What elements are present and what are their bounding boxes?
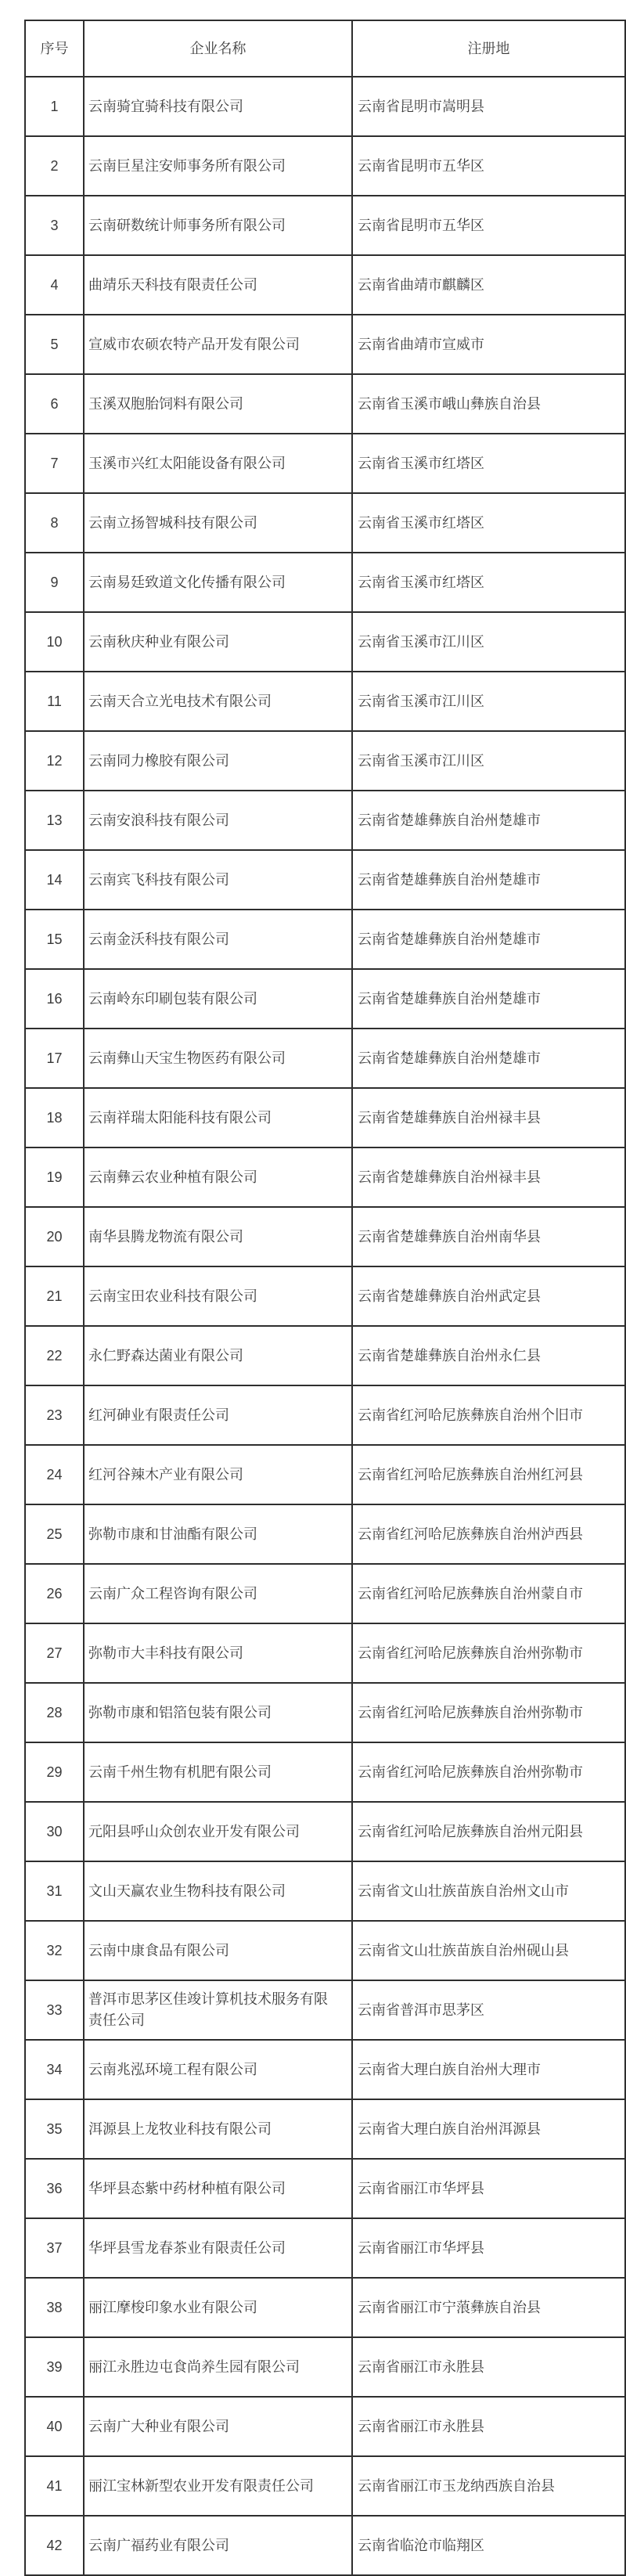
- table-row: [25, 2218, 625, 2278]
- header-serial-number: 序号: [25, 20, 84, 77]
- serial-number-cell: 1: [25, 77, 84, 136]
- company-name-cell: 云南岭东印刷包装有限公司: [84, 969, 352, 1029]
- registration-place-cell: 云南省楚雄彝族自治州禄丰县: [352, 1147, 625, 1207]
- company-name-cell: 红河谷辣木产业有限公司: [84, 1445, 352, 1504]
- serial-number-cell: 28: [25, 1683, 84, 1742]
- table-row: [25, 315, 625, 374]
- table-header: [25, 20, 625, 77]
- serial-number-cell: 5: [25, 315, 84, 374]
- table-row: [25, 553, 625, 612]
- company-name-cell: 云南骑宜骑科技有限公司: [84, 77, 352, 136]
- header-registration-place: 注册地: [352, 20, 625, 77]
- company-name-cell: 玉溪双胞胎饲料有限公司: [84, 374, 352, 434]
- registration-place-cell: 云南省楚雄彝族自治州禄丰县: [352, 1088, 625, 1147]
- company-name-cell: 云南立扬智城科技有限公司: [84, 493, 352, 553]
- table-row: [25, 791, 625, 850]
- registration-place-cell: 云南省丽江市玉龙纳西族自治县: [352, 2456, 625, 2516]
- company-name-cell: 云南宝田农业科技有限公司: [84, 1266, 352, 1326]
- table-row: [25, 2397, 625, 2456]
- table-row: [25, 1266, 625, 1326]
- company-name-cell: 弥勒市康和铝箔包装有限公司: [84, 1683, 352, 1742]
- serial-number-cell: 9: [25, 553, 84, 612]
- serial-number-cell: 3: [25, 196, 84, 255]
- header-company-name: 企业名称: [84, 20, 352, 77]
- company-name-cell: 华坪县雪龙春茶业有限责任公司: [84, 2218, 352, 2278]
- serial-number-cell: 4: [25, 255, 84, 315]
- table-row: [25, 969, 625, 1029]
- table-row: [25, 1861, 625, 1921]
- table-body: [25, 77, 625, 2575]
- serial-number-cell: 29: [25, 1742, 84, 1802]
- company-name-cell: 云南彝山天宝生物医药有限公司: [84, 1029, 352, 1088]
- registration-place-cell: 云南省玉溪市峨山彝族自治县: [352, 374, 625, 434]
- company-name-cell: 云南广众工程咨询有限公司: [84, 1564, 352, 1623]
- registration-place-cell: 云南省玉溪市红塔区: [352, 434, 625, 493]
- registration-place-cell: 云南省玉溪市江川区: [352, 672, 625, 731]
- registration-place-cell: 云南省玉溪市红塔区: [352, 493, 625, 553]
- serial-number-cell: 19: [25, 1147, 84, 1207]
- serial-number-cell: 31: [25, 1861, 84, 1921]
- serial-number-cell: 32: [25, 1921, 84, 1980]
- registration-place-cell: 云南省楚雄彝族自治州楚雄市: [352, 791, 625, 850]
- company-name-cell: 云南中康食品有限公司: [84, 1921, 352, 1980]
- company-name-cell: 云南千州生物有机肥有限公司: [84, 1742, 352, 1802]
- serial-number-cell: 27: [25, 1623, 84, 1683]
- registration-place-cell: 云南省昆明市五华区: [352, 136, 625, 196]
- table-row: [25, 1683, 625, 1742]
- table-row: [25, 1029, 625, 1088]
- serial-number-cell: 37: [25, 2218, 84, 2278]
- registration-place-cell: 云南省楚雄彝族自治州楚雄市: [352, 910, 625, 969]
- table-row: [25, 1564, 625, 1623]
- company-name-cell: 云南同力橡胶有限公司: [84, 731, 352, 791]
- serial-number-cell: 21: [25, 1266, 84, 1326]
- registration-place-cell: 云南省楚雄彝族自治州永仁县: [352, 1326, 625, 1385]
- company-name-cell: 云南彝云农业种植有限公司: [84, 1147, 352, 1207]
- company-name-cell: 华坪县态紫中药材种植有限公司: [84, 2159, 352, 2218]
- table-row: [25, 1504, 625, 1564]
- company-name-cell: 丽江宝林新型农业开发有限责任公司: [84, 2456, 352, 2516]
- registration-place-cell: 云南省红河哈尼族彝族自治州个旧市: [352, 1385, 625, 1445]
- table-row: [25, 731, 625, 791]
- company-name-cell: 云南宾飞科技有限公司: [84, 850, 352, 910]
- serial-number-cell: 17: [25, 1029, 84, 1088]
- registration-place-cell: 云南省红河哈尼族彝族自治州弥勒市: [352, 1742, 625, 1802]
- table-row: [25, 1326, 625, 1385]
- table-row: [25, 136, 625, 196]
- company-name-cell: 洱源县上龙牧业科技有限公司: [84, 2099, 352, 2159]
- table-row: [25, 1921, 625, 1980]
- registration-place-cell: 云南省丽江市华坪县: [352, 2159, 625, 2218]
- registration-place-cell: 云南省楚雄彝族自治州楚雄市: [352, 850, 625, 910]
- serial-number-cell: 41: [25, 2456, 84, 2516]
- table-row: [25, 1147, 625, 1207]
- serial-number-cell: 24: [25, 1445, 84, 1504]
- registration-place-cell: 云南省昆明市五华区: [352, 196, 625, 255]
- serial-number-cell: 36: [25, 2159, 84, 2218]
- serial-number-cell: 34: [25, 2040, 84, 2099]
- registration-place-cell: 云南省红河哈尼族彝族自治州红河县: [352, 1445, 625, 1504]
- registration-place-cell: 云南省楚雄彝族自治州南华县: [352, 1207, 625, 1266]
- company-name-cell: 弥勒市大丰科技有限公司: [84, 1623, 352, 1683]
- serial-number-cell: 40: [25, 2397, 84, 2456]
- company-name-cell: 弥勒市康和甘油酯有限公司: [84, 1504, 352, 1564]
- registration-place-cell: 云南省楚雄彝族自治州武定县: [352, 1266, 625, 1326]
- registration-place-cell: 云南省红河哈尼族彝族自治州弥勒市: [352, 1623, 625, 1683]
- table-row: [25, 2040, 625, 2099]
- serial-number-cell: 25: [25, 1504, 84, 1564]
- table-row: [25, 1980, 625, 2040]
- table-row: [25, 434, 625, 493]
- table-row: [25, 77, 625, 136]
- registration-place-cell: 云南省大理白族自治州大理市: [352, 2040, 625, 2099]
- table-row: [25, 612, 625, 672]
- table-row: [25, 672, 625, 731]
- registration-place-cell: 云南省红河哈尼族彝族自治州元阳县: [352, 1802, 625, 1861]
- serial-number-cell: 22: [25, 1326, 84, 1385]
- registration-place-cell: 云南省丽江市华坪县: [352, 2218, 625, 2278]
- registration-place-cell: 云南省昆明市嵩明县: [352, 77, 625, 136]
- registration-place-cell: 云南省丽江市永胜县: [352, 2337, 625, 2397]
- registration-place-cell: 云南省红河哈尼族彝族自治州弥勒市: [352, 1683, 625, 1742]
- company-name-cell: 丽江摩梭印象水业有限公司: [84, 2278, 352, 2337]
- registration-place-cell: 云南省曲靖市麒麟区: [352, 255, 625, 315]
- serial-number-cell: 23: [25, 1385, 84, 1445]
- serial-number-cell: 2: [25, 136, 84, 196]
- registration-place-cell: 云南省楚雄彝族自治州楚雄市: [352, 1029, 625, 1088]
- serial-number-cell: 20: [25, 1207, 84, 1266]
- header-row: [25, 20, 625, 77]
- table-row: [25, 255, 625, 315]
- serial-number-cell: 7: [25, 434, 84, 493]
- company-name-cell: 元阳县呼山众创农业开发有限公司: [84, 1802, 352, 1861]
- company-name-cell: 普洱市思茅区佳竣计算机技术服务有限责任公司: [84, 1980, 352, 2040]
- table-row: [25, 1207, 625, 1266]
- registration-place-cell: 云南省玉溪市红塔区: [352, 553, 625, 612]
- table-row: [25, 2337, 625, 2397]
- serial-number-cell: 42: [25, 2516, 84, 2575]
- company-name-cell: 云南易廷致道文化传播有限公司: [84, 553, 352, 612]
- company-name-cell: 云南秋庆种业有限公司: [84, 612, 352, 672]
- company-name-cell: 丽江永胜边屯食尚养生园有限公司: [84, 2337, 352, 2397]
- table-row: [25, 910, 625, 969]
- table-row: [25, 1742, 625, 1802]
- company-name-cell: 玉溪市兴红太阳能设备有限公司: [84, 434, 352, 493]
- serial-number-cell: 30: [25, 1802, 84, 1861]
- table-row: [25, 2278, 625, 2337]
- company-name-cell: 云南兆泓环境工程有限公司: [84, 2040, 352, 2099]
- serial-number-cell: 8: [25, 493, 84, 553]
- serial-number-cell: 15: [25, 910, 84, 969]
- company-name-cell: 文山天赢农业生物科技有限公司: [84, 1861, 352, 1921]
- company-name-cell: 云南广大种业有限公司: [84, 2397, 352, 2456]
- registration-place-cell: 云南省丽江市永胜县: [352, 2397, 625, 2456]
- table-row: [25, 2159, 625, 2218]
- table-row: [25, 2516, 625, 2575]
- registration-place-cell: 云南省红河哈尼族彝族自治州泸西县: [352, 1504, 625, 1564]
- table-row: [25, 850, 625, 910]
- company-name-cell: 南华县腾龙物流有限公司: [84, 1207, 352, 1266]
- serial-number-cell: 18: [25, 1088, 84, 1147]
- company-name-cell: 云南天合立光电技术有限公司: [84, 672, 352, 731]
- serial-number-cell: 16: [25, 969, 84, 1029]
- registration-place-cell: 云南省丽江市宁蒗彝族自治县: [352, 2278, 625, 2337]
- serial-number-cell: 26: [25, 1564, 84, 1623]
- serial-number-cell: 13: [25, 791, 84, 850]
- table-row: [25, 1802, 625, 1861]
- company-name-cell: 曲靖乐天科技有限责任公司: [84, 255, 352, 315]
- registration-place-cell: 云南省文山壮族苗族自治州文山市: [352, 1861, 625, 1921]
- table-row: [25, 1385, 625, 1445]
- registration-place-cell: 云南省红河哈尼族彝族自治州蒙自市: [352, 1564, 625, 1623]
- company-name-cell: 云南巨星注安师事务所有限公司: [84, 136, 352, 196]
- company-name-cell: 云南金沃科技有限公司: [84, 910, 352, 969]
- registration-place-cell: 云南省楚雄彝族自治州楚雄市: [352, 969, 625, 1029]
- company-name-cell: 云南广福药业有限公司: [84, 2516, 352, 2575]
- registration-place-cell: 云南省玉溪市江川区: [352, 731, 625, 791]
- serial-number-cell: 6: [25, 374, 84, 434]
- table-row: [25, 493, 625, 553]
- registration-place-cell: 云南省玉溪市江川区: [352, 612, 625, 672]
- table-row: [25, 1088, 625, 1147]
- serial-number-cell: 35: [25, 2099, 84, 2159]
- company-name-cell: 红河砷业有限责任公司: [84, 1385, 352, 1445]
- table-row: [25, 1445, 625, 1504]
- table-row: [25, 2099, 625, 2159]
- company-name-cell: 云南祥瑞太阳能科技有限公司: [84, 1088, 352, 1147]
- registration-place-cell: 云南省文山壮族苗族自治州砚山县: [352, 1921, 625, 1980]
- company-name-cell: 宣威市农硕农特产品开发有限公司: [84, 315, 352, 374]
- serial-number-cell: 14: [25, 850, 84, 910]
- table-row: [25, 196, 625, 255]
- serial-number-cell: 38: [25, 2278, 84, 2337]
- table-row: [25, 374, 625, 434]
- registration-place-cell: 云南省大理白族自治州洱源县: [352, 2099, 625, 2159]
- serial-number-cell: 11: [25, 672, 84, 731]
- serial-number-cell: 10: [25, 612, 84, 672]
- company-name-cell: 云南安浪科技有限公司: [84, 791, 352, 850]
- company-name-cell: 云南研数统计师事务所有限公司: [84, 196, 352, 255]
- registration-place-cell: 云南省曲靖市宣威市: [352, 315, 625, 374]
- table-row: [25, 1623, 625, 1683]
- serial-number-cell: 33: [25, 1980, 84, 2040]
- registration-place-cell: 云南省普洱市思茅区: [352, 1980, 625, 2040]
- serial-number-cell: 39: [25, 2337, 84, 2397]
- registration-place-cell: 云南省临沧市临翔区: [352, 2516, 625, 2575]
- company-name-cell: 永仁野森达菌业有限公司: [84, 1326, 352, 1385]
- company-table: [24, 20, 626, 2576]
- table-row: [25, 2456, 625, 2516]
- serial-number-cell: 12: [25, 731, 84, 791]
